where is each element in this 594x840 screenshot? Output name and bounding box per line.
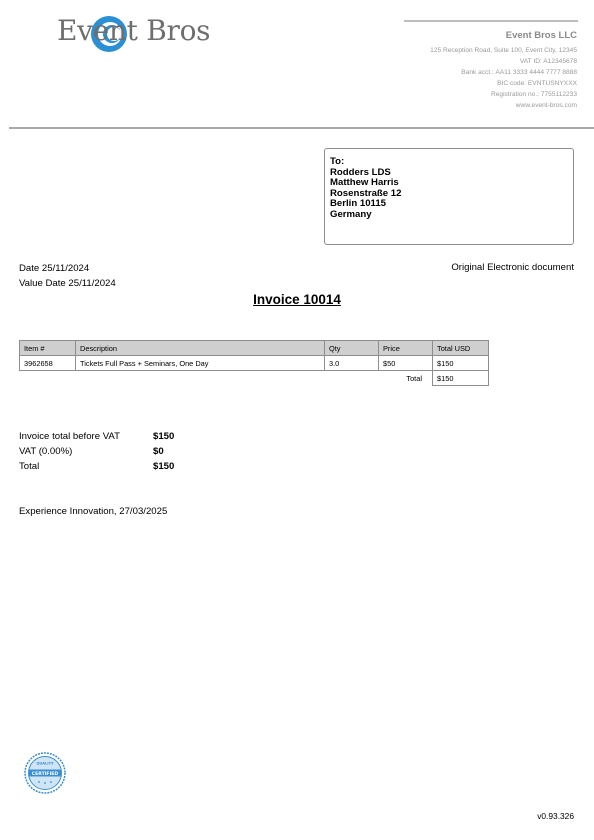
table-total-row — [20, 371, 489, 386]
company-bank-account: Bank acct.: AA11 3333 4444 7777 8888 — [461, 69, 577, 76]
footer-note: Experience Innovation, 27/03/2025 — [19, 506, 168, 517]
column-header-qty: Qty — [325, 341, 379, 356]
company-vat-id: VAT ID: A12345678 — [519, 58, 577, 65]
items-table — [19, 340, 489, 386]
invoice-dates — [19, 262, 116, 291]
cell-qty: 3.0 — [325, 356, 379, 371]
cell-item-number: 3962658 — [20, 356, 76, 371]
company-details — [430, 45, 577, 111]
invoice-summary — [19, 431, 219, 476]
recipient-street: Rosenstraße 12 — [330, 187, 402, 199]
company-registration: Registration no.: 7755112233 — [490, 91, 577, 98]
company-address: 125 Reception Road, Suite 100, Event City, 12345 — [430, 47, 577, 54]
table-total-label: Total — [406, 373, 422, 383]
column-header-price: Price — [379, 341, 433, 356]
summary-total-value: $150 — [153, 461, 175, 472]
summary-subtotal-value: $150 — [153, 431, 175, 442]
summary-subtotal-label: Invoice total before VAT — [19, 431, 120, 442]
summary-row — [19, 431, 219, 446]
invoice-title: Invoice 10014 — [253, 292, 341, 307]
summary-total-label: Total — [19, 461, 40, 472]
cell-price: $50 — [379, 356, 433, 371]
table-header-row — [20, 341, 489, 356]
document-note: Original Electronic document — [451, 262, 574, 273]
company-bic: BIC code: EVNTUSNYXXX — [497, 80, 577, 87]
table-total-value: $150 — [433, 371, 489, 386]
header-divider — [9, 127, 594, 129]
table-row — [20, 356, 489, 371]
company-name: Event Bros LLC — [505, 30, 577, 41]
column-header-description: Description — [76, 341, 325, 356]
version-label: v0.93.326 — [537, 811, 574, 821]
company-divider — [404, 20, 578, 22]
recipient-address — [330, 157, 401, 220]
certified-seal-icon — [24, 752, 66, 794]
company-website: www.event-bros.com — [515, 102, 577, 109]
cell-total: $150 — [433, 356, 489, 371]
recipient-company: Rodders LDS — [330, 166, 391, 178]
seal-center-text: CERTIFIED — [31, 771, 59, 777]
value-date: Value Date 25/11/2024 — [19, 277, 116, 289]
brand-name: Event Bros — [57, 14, 211, 47]
recipient-country: Germany — [330, 208, 372, 220]
summary-vat-value: $0 — [153, 446, 164, 457]
recipient-city: Berlin 10115 — [330, 198, 387, 209]
seal-top-text: QUALITY — [36, 761, 54, 766]
invoice-date: Date 25/11/2024 — [19, 263, 90, 274]
cell-description: Tickets Full Pass + Seminars, One Day — [76, 356, 325, 371]
column-header-total: Total USD — [433, 341, 489, 356]
recipient-person: Matthew Harris — [330, 177, 399, 188]
summary-row — [19, 461, 219, 476]
column-header-item: Item # — [20, 341, 76, 356]
summary-row — [19, 446, 219, 461]
summary-vat-label: VAT (0.00%) — [19, 446, 73, 457]
recipient-to-label: To: — [330, 156, 345, 167]
